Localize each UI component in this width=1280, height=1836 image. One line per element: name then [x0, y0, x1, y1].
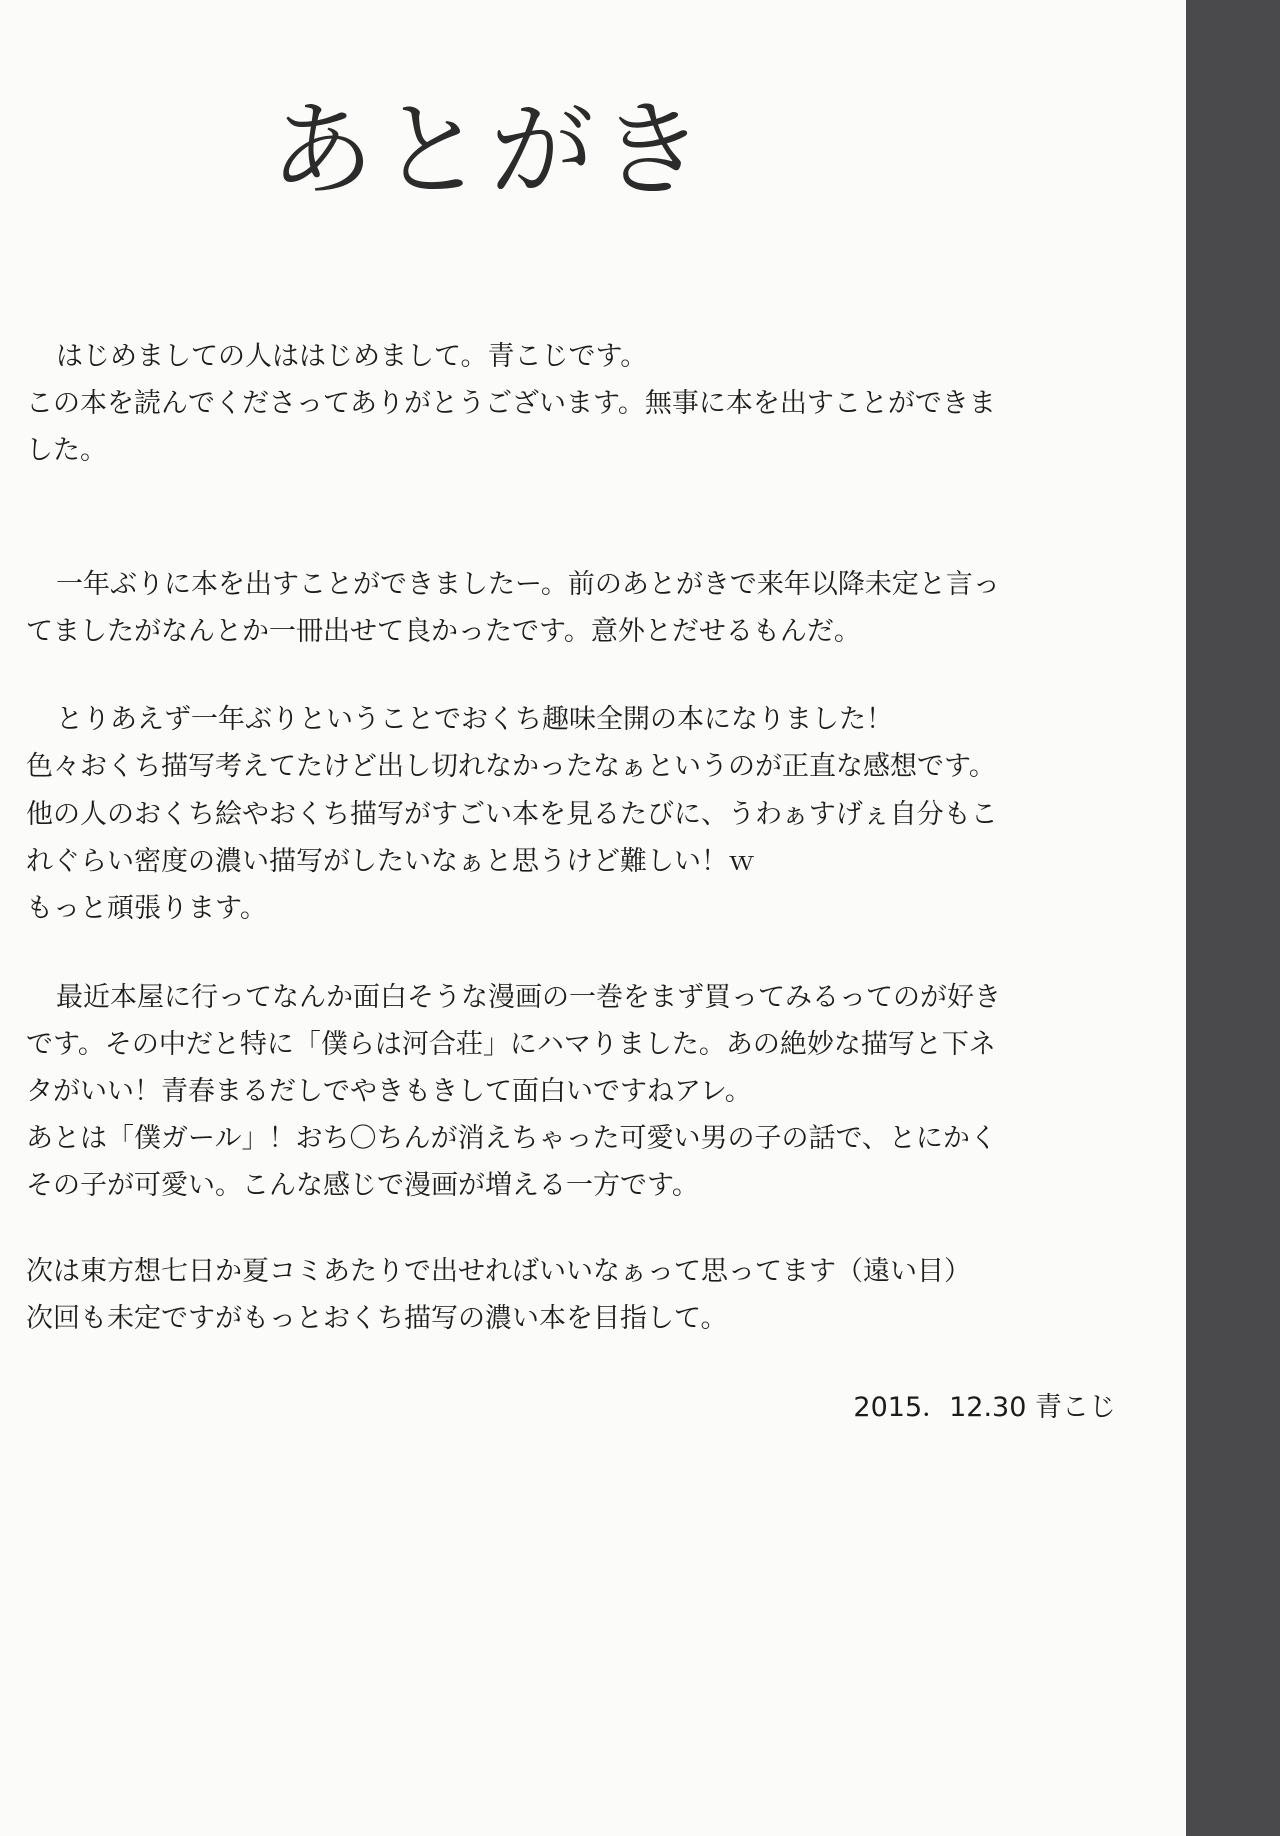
text-line: はじめましての人ははじめまして。青こじです。 — [56, 341, 648, 372]
text-line: 色々おくち描写考えてたけど出し切れなかったなぁというのが正直な感想です。 — [26, 751, 996, 782]
text-line: 次は東方想七日か夏コミあたりで出せればいいなぁって思ってます（遠い目） — [26, 1256, 971, 1287]
text-line: 次回も未定ですがもっとおくち描写の濃い本を目指して。 — [26, 1303, 728, 1334]
text-line: てましたがなんとか一冊出せて良かったです。意外とだせるもんだ。 — [26, 616, 861, 647]
signature: 2015．12.30 青こじ — [853, 1392, 1116, 1423]
text-line: とりあえず一年ぶりということでおくち趣味全開の本になりました！ — [56, 704, 893, 735]
text-line: タがいい！青春まるだしでやきもきして面白いですねアレ。 — [26, 1076, 752, 1107]
text-line: れぐらい密度の濃い描写がしたいなぁと思うけど難しい！ｗ — [26, 846, 755, 877]
text-line: 他の人のおくち絵やおくち描写がすごい本を見るたびに、うわぁすげぇ自分もこ — [26, 799, 998, 830]
text-line: 最近本屋に行ってなんか面白そうな漫画の一巻をまず買ってみるってのが好き — [56, 982, 1001, 1013]
text-line: です。その中だと特に「僕らは河合荘」にハマりました。あの絶妙な描写と下ネ — [26, 1029, 996, 1060]
text-line: その子が可愛い。こんな感じで漫画が増える一方です。 — [26, 1170, 699, 1201]
page-title: あとがき — [270, 89, 711, 211]
binding-edge — [1186, 0, 1280, 1836]
text-line: 一年ぶりに本を出すことができましたー。前のあとがきで来年以降未定と言っ — [56, 569, 1000, 600]
text-line: この本を読んでくださってありがとうございます。無事に本を出すことができま — [26, 388, 996, 419]
text-line: した。 — [26, 435, 107, 466]
text-line: あとは「僕ガール」！おち〇ちんが消えちゃった可愛い男の子の話で、とにかく — [26, 1123, 997, 1154]
text-line: もっと頑張ります。 — [26, 893, 267, 924]
